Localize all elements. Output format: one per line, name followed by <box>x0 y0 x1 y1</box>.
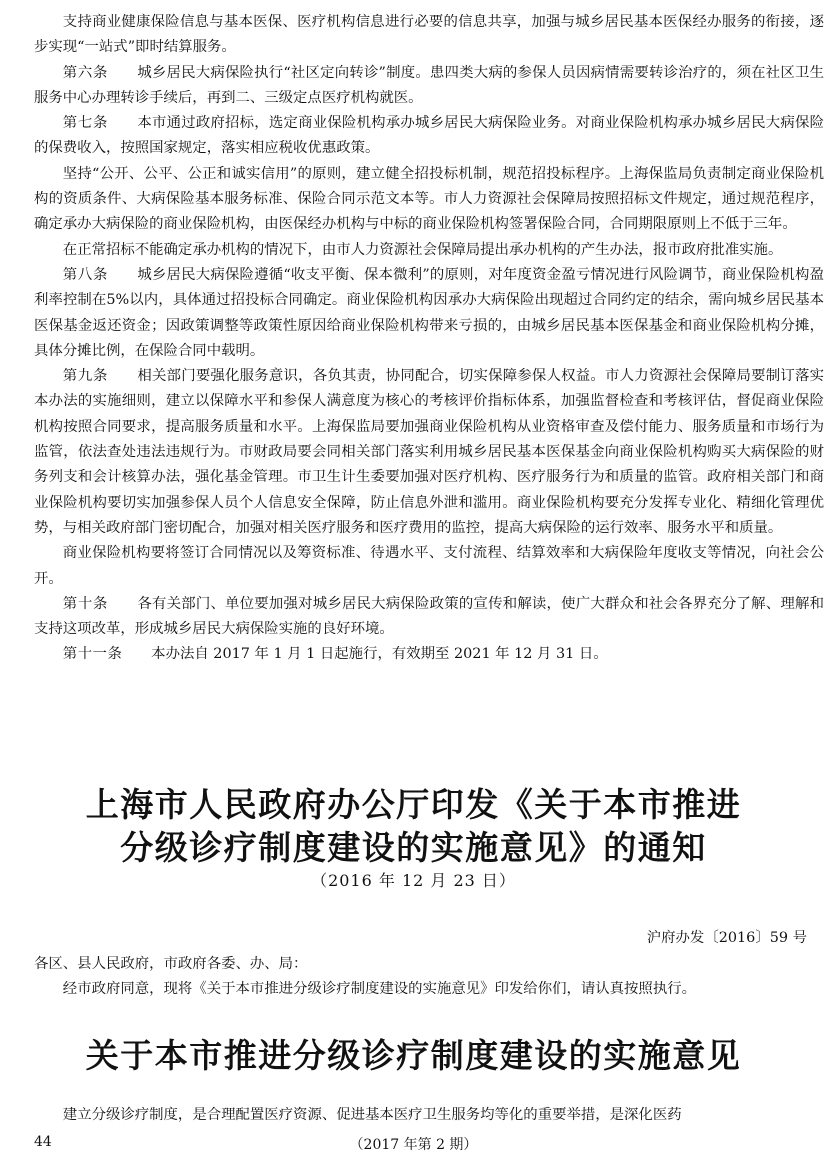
notice-body <box>34 952 824 1003</box>
notice-title <box>0 783 827 869</box>
paragraph <box>34 541 824 592</box>
section-title: 关于本市推进分级诊疗制度建设的实施意见 <box>85 1036 742 1075</box>
notice-title-line-1: 上海市人民政府办公厅印发《关于本市推进 <box>85 785 742 824</box>
page-number: 44 <box>34 1134 52 1150</box>
article-number: 第十条 <box>62 595 109 612</box>
paragraph-text: 本市通过政府招标，选定商业保险机构承办城乡居民大病保险业务。对商业保险机构承办城乡居民大病保险的保费收入，按照国家规定，落实相应税收优惠政策。 <box>34 115 824 157</box>
paragraph <box>34 642 824 667</box>
paragraph <box>34 263 824 364</box>
paragraph <box>34 238 824 263</box>
paragraph-text: 城乡居民大病保险执行“社区定向转诊”制度。患四类大病的参保人员因病情需要转诊治疗的，须在社区卫生服务中心办理转诊手续后，再到二、三级定点医疗机构就医。 <box>34 64 824 106</box>
paragraph <box>34 162 824 238</box>
paragraph <box>34 111 824 162</box>
article-number: 第十一条 <box>62 646 123 663</box>
paragraph-text: 坚持“公开、公平、公正和诚实信用”的原则，建立健全招投标机制，规范招投标程序。上海保监局负责制定商业保险机构的资质条件、大病保险基本服务标准、保险合同示范文本等。市人力资源社会保障局按照招标文件规定，通过规范程序，确定承办大病保险的商业保险机构，由医保经办机构与中标的商业保险机构签署保险合同，合同期限原则上不低于三年。 <box>34 165 824 233</box>
paragraph-text: 城乡居民大病保险遵循“收支平衡、保本微利”的原则，对年度资金盈亏情况进行风险调节，商业保险机构盈利率控制在5%以内，具体通过招投标合同确定。商业保险机构因承办大病保险出现超过合同约定的结余，需向城乡居民基本医保基金返还资金；因政策调整等政策性原因给商业保险机构带来亏损的，由城乡居民基本医保基金和商业保险机构分摊，具体分摊比例，在保险合同中载明。 <box>34 266 824 359</box>
paragraph-text: 在正常招标不能确定承办机构的情况下，由市人力资源社会保障局提出承办机构的产生办法，报市政府批准实施。 <box>62 241 783 258</box>
article-number: 第六条 <box>62 64 109 81</box>
paragraph-text: 本办法自 2017 年 1 月 1 日起施行，有效期至 2021 年 12 月 31 日。 <box>151 646 608 663</box>
issue-label: （2017 年第 2 期） <box>349 1137 478 1153</box>
paragraph <box>34 364 824 541</box>
notice-date: （2016 年 12 月 23 日） <box>311 871 516 890</box>
notice-title-line-2: 分级诊疗制度建设的实施意见》的通知 <box>120 828 707 867</box>
paragraph <box>34 592 824 643</box>
notice-text: 经市政府同意，现将《关于本市推进分级诊疗制度建设的实施意见》印发给你们，请认真按照执行。 <box>62 981 696 998</box>
paragraph <box>34 61 824 112</box>
paragraph-text: 各有关部门、单位要加强对城乡居民大病保险政策的宣传和解读，使广大群众和社会各界充分了解、理解和支持这项改革，形成城乡居民大病保险实施的良好环境。 <box>34 595 824 638</box>
paragraph-text: 支持商业健康保险信息与基本医保、医疗机构信息进行必要的信息共享，加强与城乡居民基本医保经办服务的衔接，逐步实现“一站式”即时结算服务。 <box>34 14 824 56</box>
notice-addressee: 各区、县人民政府，市政府各委、办、局： <box>34 956 308 972</box>
document-number: 沪府办发〔2016〕59 号 <box>646 930 807 946</box>
paragraph-text: 商业保险机构要将签订合同情况以及筹资标准、待遇水平、支付流程、结算效率和大病保险年度收支等情况，向社会公开。 <box>34 545 824 587</box>
regulation-body <box>34 10 824 668</box>
article-number: 第九条 <box>62 368 109 385</box>
article-number: 第八条 <box>62 266 109 283</box>
paragraph-text: 相关部门要强化服务意识，各负其责，协同配合，切实保障参保人权益。市人力资源社会保障局要制订落实本办法的实施细则，建立以保障水平和参保人满意度为核心的考核评价指标体系，加强监督检查和考核评估，督促商业保险机构按照合同要求，提高服务质量和水平。上海保监局要加强商业保险机构从业资格审查及偿付能力、服务质量和市场行为监管，依法查处违法违规行为。市财政局要会同相关部门落实利用城乡居民基本医保基金向商业保险机构购买大病保险的财务列支和会计核算办法，强化基金管理。市卫生计生委要加强对医疗机构、医疗服务行为和质量的监管。政府相关部门和商业保险机构要切实加强参保人员个人信息安全保障，防止信息外泄和滥用。商业保险机构要充分发挥专业化、精细化管理优势，与相关政府部门密切配合，加强对相关医疗服务和医疗费用的监控，提高大病保险的运行效率、服务水平和质量。 <box>34 368 824 536</box>
article-number: 第七条 <box>62 115 109 132</box>
section-first-line: 建立分级诊疗制度，是合理配置医疗资源、促进基本医疗卫生服务均等化的重要举措，是深化医药 <box>62 1107 682 1123</box>
paragraph <box>34 10 824 61</box>
